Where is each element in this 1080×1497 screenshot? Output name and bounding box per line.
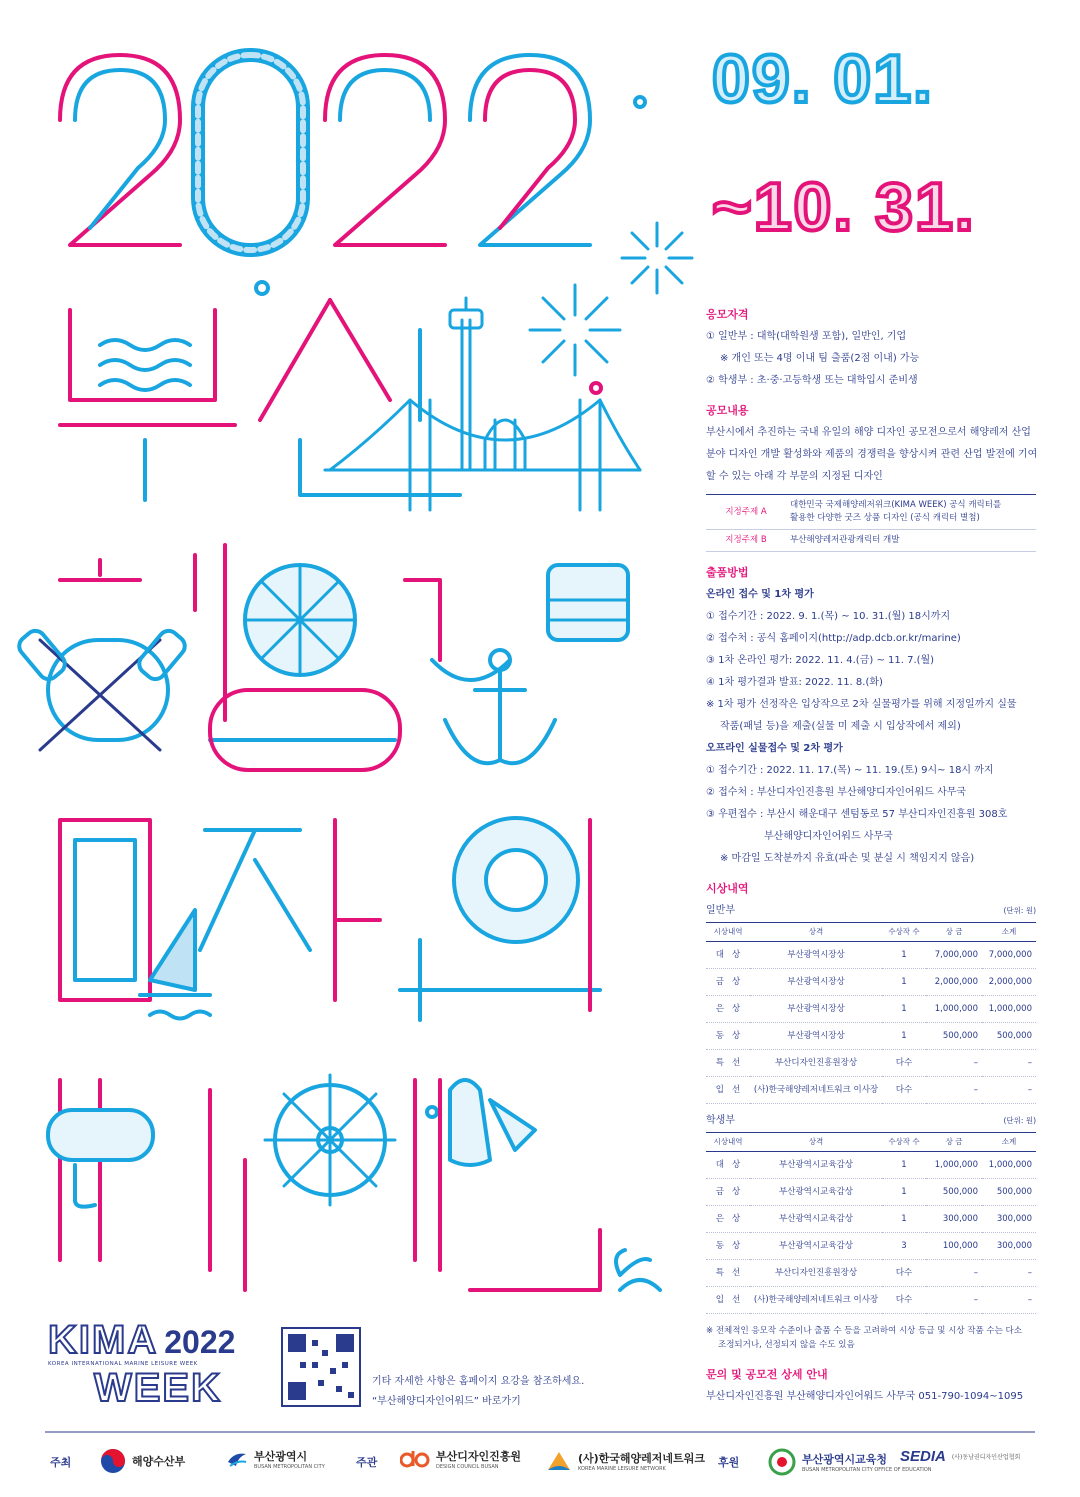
sponsor-label: 후원	[718, 1456, 740, 1469]
eligibility-title: 응모자격	[706, 308, 749, 321]
title-word-3-text	[40, 835, 43, 836]
qr-code	[282, 1328, 360, 1406]
table-cell: 부산광역시장상	[750, 969, 882, 996]
topic-row	[706, 495, 1036, 530]
date-start: 09. 01.	[712, 41, 934, 117]
contents-body-line: 분야 디자인 개발 활성화와 제품의 경쟁력을 향상시켜 관련 산업 발전에 기여	[706, 449, 1038, 460]
column-header: 시상내역	[706, 923, 750, 942]
offline-line: ① 접수기간 : 2022. 11. 17.(목) ~ 11. 19.(토) 9시~ 18시 까지	[706, 765, 994, 776]
table-cell: 1	[882, 942, 926, 969]
table-cell: 1,000,000	[982, 996, 1036, 1023]
table-cell: 부산광역시장상	[750, 1023, 882, 1050]
eligibility-line: ② 학생부 : 초·중·고등학생 또는 대학입시 준비생	[706, 375, 918, 386]
table-cell: 500,000	[982, 1179, 1036, 1206]
organizer-logo	[400, 1448, 521, 1470]
table-cell: 500,000	[982, 1023, 1036, 1050]
table-row	[706, 1152, 1036, 1179]
column-header: 시상내역	[706, 1133, 750, 1152]
contents-body-line: 부산시에서 추진하는 국내 유일의 해양 디자인 공모전으로서 해양레저 산업	[706, 427, 1031, 438]
topic-key: 지정주제 A	[706, 495, 786, 530]
online-line: ④ 1차 평가결과 발표: 2022. 11. 8.(화)	[706, 677, 883, 688]
contact-line: 부산디자인진흥원 부산해양디자인어워드 사무국 051-790-1094~1095	[706, 1391, 1024, 1402]
general-awards-header	[706, 900, 1036, 922]
topic-table	[706, 494, 1036, 552]
table-cell: 500,000	[926, 1023, 982, 1050]
info-column	[706, 298, 1036, 1408]
organizer-name: 부산디자인진흥원	[436, 1450, 522, 1463]
title-word-1-text	[40, 315, 42, 316]
offline-title: 오프라인 실물접수 및 2차 평가	[706, 743, 843, 754]
table-cell: 특 선	[706, 1050, 750, 1077]
column-header: 수상작 수	[882, 1133, 926, 1152]
table-cell: 대 상	[706, 1152, 750, 1179]
host-logo	[100, 1448, 185, 1474]
column-header: 소계	[982, 923, 1036, 942]
column-header: 상격	[750, 1133, 882, 1152]
table-cell: 입 선	[706, 1287, 750, 1314]
offline-line: ③ 우편접수 : 부산시 해운대구 센텀동로 57 부산디자인진흥원 308호	[706, 809, 1008, 820]
table-row	[706, 1260, 1036, 1287]
online-title: 온라인 접수 및 1차 평가	[706, 589, 814, 600]
homepage-link[interactable]: “부산해양디자인어워드” 바로가기	[372, 1396, 521, 1407]
table-cell: 부산광역시교육감상	[750, 1233, 882, 1260]
host-name: 부산광역시	[254, 1450, 308, 1463]
table-cell: 7,000,000	[982, 942, 1036, 969]
title-word-2-text	[40, 575, 42, 576]
education-office-logo-icon	[768, 1448, 796, 1476]
week-text: WEEK	[94, 1366, 222, 1410]
dcb-logo-icon	[400, 1449, 430, 1469]
table-cell: 금 상	[706, 1179, 750, 1206]
table-row	[706, 1023, 1036, 1050]
title-word-4-text	[40, 1095, 43, 1096]
table-cell: 1	[882, 1206, 926, 1233]
design-title-graphic	[60, 818, 600, 1020]
busan-logo-icon	[226, 1448, 248, 1470]
homepage-note-line: 기타 자세한 사항은 홈페이지 요강을 참조하세요.	[372, 1376, 585, 1387]
sedia-logo-icon: SEDIA	[900, 1448, 946, 1465]
table-row	[706, 1233, 1036, 1260]
table-row	[706, 1077, 1036, 1104]
organizer-logo	[546, 1448, 705, 1474]
topic-value	[786, 530, 1036, 552]
table-cell: 다수	[882, 1077, 926, 1104]
table-cell: 다수	[882, 1050, 926, 1077]
column-header: 소계	[982, 1133, 1036, 1152]
title-word-2	[40, 560, 42, 579]
date-end: ~10. 31.	[712, 169, 976, 245]
table-cell: 다수	[882, 1260, 926, 1287]
table-row	[706, 996, 1036, 1023]
sponsor-subname: (사)동남권디자인산업협회	[951, 1454, 1021, 1461]
table-row	[706, 969, 1036, 996]
table-cell: 부산광역시교육감상	[750, 1179, 882, 1206]
table-cell: –	[926, 1287, 982, 1314]
table-cell: 입 선	[706, 1077, 750, 1104]
table-cell: 부산광역시장상	[750, 996, 882, 1023]
table-cell: 1,000,000	[926, 996, 982, 1023]
host-logo	[226, 1448, 325, 1470]
table-row	[706, 1050, 1036, 1077]
table-cell: 1,000,000	[926, 1152, 982, 1179]
online-note-line: 작품(패널 등)을 제출(실물 미 제출 시 입상작에서 제외)	[720, 721, 961, 732]
table-cell: 300,000	[982, 1233, 1036, 1260]
awards-note-line: ※ 전체적인 응모작 수준이나 출품 수 등을 고려하여 시상 등급 및 시상 작품 수는 다소	[706, 1326, 1022, 1336]
online-line: ③ 1차 온라인 평가: 2022. 11. 4.(금) ~ 11. 7.(월)	[706, 655, 935, 666]
table-cell: 부산광역시장상	[750, 942, 882, 969]
online-line: ② 접수처 : 공식 홈페이지(http://adp.dcb.or.kr/marine)	[706, 633, 961, 644]
table-cell: –	[982, 1287, 1036, 1314]
eligibility-line: ① 일반부 : 대학(대학원생 포함), 일반인, 기업	[706, 331, 907, 342]
general-awards-table	[706, 922, 1036, 1104]
topic-value	[786, 495, 1036, 530]
table-cell: 동 상	[706, 1233, 750, 1260]
title-word-1	[40, 300, 42, 319]
organizer-subname: DESIGN COUNCIL BUSAN	[436, 1464, 499, 1470]
table-row	[706, 1287, 1036, 1314]
table-cell: 1	[882, 1152, 926, 1179]
online-line: ① 접수기간 : 2022. 9. 1.(목) ~ 10. 31.(월) 18시까지	[706, 611, 951, 622]
table-cell: 1,000,000	[982, 1152, 1036, 1179]
column-header: 상 금	[926, 923, 982, 942]
organizer-name: (사)한국해양레저네트워크	[578, 1452, 705, 1465]
homepage-note	[372, 1372, 584, 1412]
general-awards-label: 일반부	[706, 905, 735, 916]
title-word-3	[40, 820, 43, 839]
student-awards-table	[706, 1132, 1036, 1314]
table-row	[706, 1206, 1036, 1233]
topic-row	[706, 530, 1036, 552]
table-cell: 500,000	[926, 1179, 982, 1206]
table-cell: (사)한국해양레저네트워크 이사장	[750, 1077, 882, 1104]
table-cell: 2,000,000	[982, 969, 1036, 996]
table-cell: 300,000	[926, 1206, 982, 1233]
table-cell: 다수	[882, 1287, 926, 1314]
table-cell: –	[926, 1260, 982, 1287]
table-cell: 특 선	[706, 1260, 750, 1287]
kima-subtitle: KOREA INTERNATIONAL MARINE LEISURE WEEK	[48, 1361, 198, 1367]
column-header: 상격	[750, 923, 882, 942]
table-cell: 부산광역시교육감상	[750, 1206, 882, 1233]
table-cell: –	[982, 1260, 1036, 1287]
contents-body-line: 할 수 있는 아래 각 부문의 지정된 디자인	[706, 471, 883, 482]
column-header: 수상작 수	[882, 923, 926, 942]
table-cell: –	[926, 1050, 982, 1077]
column-header: 상 금	[926, 1133, 982, 1152]
table-cell: (사)한국해양레저네트워크 이사장	[750, 1287, 882, 1314]
eligibility-line: ※ 개인 또는 4명 이내 팀 출품(2점 이내) 가능	[720, 353, 920, 364]
kmln-logo-icon	[546, 1448, 572, 1474]
table-cell: 3	[882, 1233, 926, 1260]
award-title-graphic	[48, 1075, 660, 1290]
table-cell: –	[982, 1077, 1036, 1104]
kima-year: 2022	[164, 1324, 236, 1360]
sponsor-subname: BUSAN METROPOLITAN CITY OFFICE OF EDUCATION	[802, 1467, 932, 1473]
sponsor-name: 부산광역시교육청	[802, 1453, 888, 1466]
table-cell: 2,000,000	[926, 969, 982, 996]
online-note-line: ※ 1차 평가 선정작은 입상작으로 2차 실물평가를 위해 지정일까지 실물	[706, 699, 1017, 710]
contents-title: 공모내용	[706, 404, 749, 417]
year-title	[40, 48, 640, 258]
kima-text: KIMA	[48, 1318, 159, 1362]
table-cell: –	[982, 1050, 1036, 1077]
table-cell: 대 상	[706, 942, 750, 969]
unit-label: (단위: 원)	[1003, 1116, 1036, 1125]
title-word-4	[40, 1080, 43, 1099]
topic-key: 지정주제 B	[706, 530, 786, 552]
table-cell: 300,000	[982, 1206, 1036, 1233]
offline-note: ※ 마감일 도착분까지 유효(파손 및 분실 시 책임지지 않음)	[720, 853, 975, 864]
table-cell: 부산디자인진흥원장상	[750, 1050, 882, 1077]
table-cell: 1	[882, 969, 926, 996]
table-cell: 부산디자인진흥원장상	[750, 1260, 882, 1287]
table-row	[706, 1179, 1036, 1206]
topic-value-line: 활용한 다양한 굿즈 상품 디자인 (공식 캐릭터 별첨)	[790, 513, 980, 523]
table-header-row	[706, 923, 1036, 942]
table-cell: 1	[882, 1179, 926, 1206]
table-cell: 금 상	[706, 969, 750, 996]
year-text	[40, 63, 43, 64]
submission-title: 출품방법	[706, 566, 749, 579]
awards-note	[706, 1324, 1036, 1352]
organizer-label: 주관	[356, 1456, 378, 1469]
awards-note-line: 조정되거나, 선정되지 않을 수도 있음	[718, 1340, 855, 1350]
unit-label: (단위: 원)	[1003, 906, 1036, 915]
table-cell: –	[926, 1077, 982, 1104]
taegeuk-icon	[100, 1448, 126, 1474]
table-cell: 은 상	[706, 1206, 750, 1233]
table-header-row	[706, 1133, 1036, 1152]
table-row	[706, 942, 1036, 969]
host-label: 주최	[50, 1456, 72, 1469]
table-cell: 부산광역시교육감상	[750, 1152, 882, 1179]
offline-line: ② 접수처 : 부산디자인진흥원 부산해양디자인어워드 사무국	[706, 787, 967, 798]
table-cell: 1	[882, 996, 926, 1023]
awards-title: 시상내역	[706, 882, 749, 895]
offline-address-line: 부산해양디자인어워드 사무국	[764, 831, 893, 842]
contact-title: 문의 및 공모전 상세 안내	[706, 1368, 828, 1381]
organizer-subname: KOREA MARINE LEISURE NETWORK	[578, 1466, 666, 1472]
student-awards-label: 학생부	[706, 1115, 735, 1126]
sponsor-logo	[900, 1448, 1020, 1465]
topic-value-line: 부산해양레저관광캐릭터 개발	[790, 535, 900, 545]
student-awards-header	[706, 1110, 1036, 1132]
kima-week-logo	[48, 1318, 258, 1410]
topic-value-line: 대한민국 국제해양레저위크(KIMA WEEK) 공식 캐릭터를	[790, 500, 1002, 510]
host-subname: BUSAN METROPOLITAN CITY	[254, 1464, 325, 1470]
table-cell: 7,000,000	[926, 942, 982, 969]
host-name: 해양수산부	[132, 1455, 186, 1468]
haeyang-title-graphic	[15, 545, 628, 770]
table-cell: 1	[882, 1023, 926, 1050]
table-cell: 100,000	[926, 1233, 982, 1260]
table-cell: 동 상	[706, 1023, 750, 1050]
table-cell: 은 상	[706, 996, 750, 1023]
